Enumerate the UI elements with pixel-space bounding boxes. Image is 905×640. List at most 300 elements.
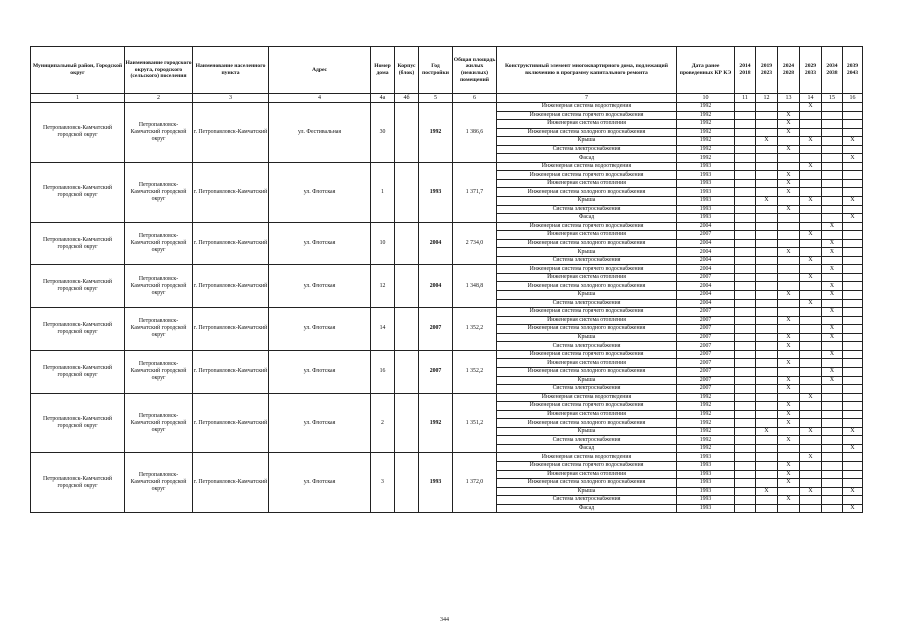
period-mark-cell [822,444,843,453]
period-mark-cell [756,128,778,137]
period-mark-cell [822,188,843,197]
period-mark-cell [756,239,778,248]
settlement-cell: Петропавловск-Камчатский городской округ [125,162,193,222]
column-header: Адрес [269,47,371,94]
element-name-cell: Фасад [497,444,677,453]
period-mark-cell [756,333,778,342]
element-name-cell: Крыша [497,137,677,146]
page-number: 344 [440,617,449,623]
period-mark-cell [822,179,843,188]
previous-repair-date-cell: 1993 [677,179,735,188]
element-name-cell: Инженерная система холодного водоснабжения [497,479,677,488]
column-number: 4а [371,94,395,103]
block-cell [395,308,419,351]
period-mark-cell [735,145,756,154]
previous-repair-date-cell: 2004 [677,299,735,308]
element-name-cell: Система электроснабжения [497,145,677,154]
period-mark-cell [756,162,778,171]
period-mark-cell [822,273,843,282]
previous-repair-date-cell: 1992 [677,103,735,112]
period-mark-cell: X [843,504,863,513]
period-mark-cell [800,222,822,231]
period-mark-cell [822,154,843,163]
element-name-cell: Инженерная система отопления [497,410,677,419]
area-cell: 1 386,6 [453,103,497,163]
period-mark-cell: X [822,265,843,274]
period-mark-cell: X [843,427,863,436]
previous-repair-date-cell: 1992 [677,393,735,402]
period-mark-cell [735,273,756,282]
period-mark-cell [778,273,800,282]
period-mark-cell [822,461,843,470]
period-mark-cell [800,205,822,214]
previous-repair-date-cell: 2007 [677,350,735,359]
period-mark-cell [735,444,756,453]
previous-repair-date-cell: 2004 [677,239,735,248]
period-mark-cell [800,171,822,180]
period-mark-cell [756,470,778,479]
period-mark-cell: X [800,453,822,462]
element-name-cell: Фасад [497,504,677,513]
period-mark-cell [822,256,843,265]
period-mark-cell [822,402,843,411]
period-mark-cell: X [822,325,843,334]
column-number: 16 [843,94,863,103]
previous-repair-date-cell: 1992 [677,436,735,445]
previous-repair-date-cell: 1992 [677,128,735,137]
period-mark-cell [756,248,778,257]
period-mark-cell [735,188,756,197]
column-number: 2 [125,94,193,103]
period-mark-cell [735,239,756,248]
period-mark-cell [800,111,822,120]
period-mark-cell [822,128,843,137]
previous-repair-date-cell: 2004 [677,248,735,257]
settlement-cell: Петропавловск-Камчатский городской округ [125,453,193,513]
period-mark-cell [843,479,863,488]
element-name-cell: Инженерная система горячего водоснабжения [497,308,677,317]
period-mark-cell [843,436,863,445]
settlement-cell: Петропавловск-Камчатский городской округ [125,393,193,453]
period-mark-cell [843,359,863,368]
period-mark-cell [735,470,756,479]
period-mark-cell [735,282,756,291]
period-mark-cell [800,333,822,342]
table-row [31,308,863,317]
previous-repair-date-cell: 1993 [677,461,735,470]
element-name-cell: Крыша [497,291,677,300]
period-mark-cell [843,231,863,240]
column-header: 2019 2023 [756,47,778,94]
period-mark-cell [735,111,756,120]
period-mark-cell [735,291,756,300]
period-mark-cell [822,470,843,479]
previous-repair-date-cell: 2007 [677,308,735,317]
period-mark-cell [822,487,843,496]
period-mark-cell [735,496,756,505]
period-mark-cell [800,145,822,154]
previous-repair-date-cell: 2007 [677,359,735,368]
period-mark-cell [735,154,756,163]
locality-cell: г. Петропавловск-Камчатский [193,308,269,351]
period-mark-cell [735,359,756,368]
element-name-cell: Система электроснабжения [497,436,677,445]
table-row [31,162,863,171]
period-mark-cell [800,265,822,274]
period-mark-cell [843,453,863,462]
period-mark-cell [778,453,800,462]
period-mark-cell [778,308,800,317]
period-mark-cell [756,308,778,317]
previous-repair-date-cell: 1993 [677,470,735,479]
build-year-cell: 2007 [419,350,453,393]
period-mark-cell [822,120,843,129]
period-mark-cell [756,479,778,488]
area-cell: 2 734,0 [453,222,497,265]
settlement-cell: Петропавловск-Камчатский городской округ [125,308,193,351]
previous-repair-date-cell: 1992 [677,154,735,163]
period-mark-cell [843,291,863,300]
period-mark-cell [735,222,756,231]
column-header: Общая площадь жилых (нежилых) помещений [453,47,497,94]
period-mark-cell [756,222,778,231]
element-name-cell: Инженерная система горячего водоснабжения [497,111,677,120]
period-mark-cell [756,410,778,419]
area-cell: 1 348,8 [453,265,497,308]
period-mark-cell [822,299,843,308]
period-mark-cell [800,282,822,291]
period-mark-cell: X [800,393,822,402]
period-mark-cell [735,487,756,496]
previous-repair-date-cell: 1993 [677,214,735,223]
period-mark-cell [735,197,756,206]
period-mark-cell [843,470,863,479]
period-mark-cell [800,410,822,419]
period-mark-cell: X [778,342,800,351]
period-mark-cell [800,359,822,368]
period-mark-cell [843,120,863,129]
column-header: 2034 2038 [822,47,843,94]
period-mark-cell: X [800,103,822,112]
element-name-cell: Инженерная система отопления [497,359,677,368]
period-mark-cell [735,333,756,342]
period-mark-cell [800,239,822,248]
column-numbers-row [31,94,863,103]
build-year-cell: 1992 [419,393,453,453]
period-mark-cell [735,137,756,146]
period-mark-cell [822,427,843,436]
period-mark-cell [756,496,778,505]
house-number-cell: 1 [371,162,395,222]
element-name-cell: Система электроснабжения [497,342,677,351]
previous-repair-date-cell: 1992 [677,137,735,146]
period-mark-cell: X [778,111,800,120]
period-mark-cell [822,479,843,488]
column-header: Дата ранее проведенных КР КЭ [677,47,735,94]
previous-repair-date-cell: 2004 [677,291,735,300]
column-header: Муниципальный район, Городской округ [31,47,125,94]
period-mark-cell [756,154,778,163]
column-number: 15 [822,94,843,103]
street-cell: ул. Флотская [269,453,371,513]
street-cell: ул. Флотская [269,308,371,351]
locality-cell: г. Петропавловск-Камчатский [193,103,269,163]
period-mark-cell: X [800,256,822,265]
period-mark-cell [778,393,800,402]
period-mark-cell: X [843,197,863,206]
period-mark-cell [735,393,756,402]
block-cell [395,265,419,308]
table-row [31,350,863,359]
element-name-cell: Крыша [497,197,677,206]
element-name-cell: Инженерная система отопления [497,470,677,479]
period-mark-cell [800,248,822,257]
locality-cell: г. Петропавловск-Камчатский [193,453,269,513]
period-mark-cell [843,282,863,291]
period-mark-cell [735,427,756,436]
previous-repair-date-cell: 1993 [677,496,735,505]
previous-repair-date-cell: 1993 [677,479,735,488]
period-mark-cell: X [843,154,863,163]
period-mark-cell [778,231,800,240]
period-mark-cell [735,162,756,171]
period-mark-cell [822,205,843,214]
period-mark-cell [843,350,863,359]
period-mark-cell [756,350,778,359]
period-mark-cell [800,504,822,513]
district-cell: Петропавловск-Камчатский городской округ [31,308,125,351]
previous-repair-date-cell: 2004 [677,256,735,265]
period-mark-cell [800,419,822,428]
period-mark-cell [756,120,778,129]
period-mark-cell [800,470,822,479]
period-mark-cell [756,325,778,334]
capital-repair-table [30,46,863,513]
previous-repair-date-cell: 2007 [677,376,735,385]
period-mark-cell [756,504,778,513]
previous-repair-date-cell: 2007 [677,385,735,394]
element-name-cell: Инженерная система горячего водоснабжения [497,171,677,180]
period-mark-cell: X [843,214,863,223]
period-mark-cell [843,248,863,257]
period-mark-cell [822,496,843,505]
period-mark-cell [778,256,800,265]
previous-repair-date-cell: 2007 [677,273,735,282]
period-mark-cell [778,162,800,171]
period-mark-cell [756,188,778,197]
period-mark-cell [843,145,863,154]
period-mark-cell: X [800,162,822,171]
period-mark-cell [843,265,863,274]
period-mark-cell [778,299,800,308]
period-mark-cell [800,385,822,394]
period-mark-cell [778,137,800,146]
settlement-cell: Петропавловск-Камчатский городской округ [125,103,193,163]
element-name-cell: Инженерная система отопления [497,273,677,282]
period-mark-cell [822,342,843,351]
column-number: 5 [419,94,453,103]
period-mark-cell: X [822,222,843,231]
period-mark-cell [756,273,778,282]
period-mark-cell [735,308,756,317]
period-mark-cell [822,197,843,206]
period-mark-cell [735,479,756,488]
element-name-cell: Инженерная система отопления [497,316,677,325]
period-mark-cell [756,359,778,368]
previous-repair-date-cell: 2007 [677,333,735,342]
period-mark-cell [735,410,756,419]
period-mark-cell: X [778,291,800,300]
period-mark-cell: X [778,128,800,137]
block-cell [395,162,419,222]
period-mark-cell [822,393,843,402]
element-name-cell: Система электроснабжения [497,385,677,394]
element-name-cell: Крыша [497,487,677,496]
period-mark-cell [735,453,756,462]
period-mark-cell: X [778,188,800,197]
element-name-cell: Инженерная система горячего водоснабжения [497,222,677,231]
period-mark-cell [843,256,863,265]
table-row [31,103,863,112]
column-number: 14 [800,94,822,103]
element-name-cell: Инженерная система холодного водоснабжения [497,128,677,137]
build-year-cell: 1993 [419,162,453,222]
previous-repair-date-cell: 1992 [677,419,735,428]
period-mark-cell: X [800,299,822,308]
period-mark-cell [822,103,843,112]
period-mark-cell [778,154,800,163]
element-name-cell: Инженерная система водоотведения [497,453,677,462]
period-mark-cell [800,376,822,385]
period-mark-cell [756,145,778,154]
column-number: 12 [756,94,778,103]
element-name-cell: Фасад [497,214,677,223]
street-cell: ул. Флотская [269,162,371,222]
house-number-cell: 2 [371,393,395,453]
period-mark-cell: X [778,402,800,411]
period-mark-cell: X [778,205,800,214]
block-cell [395,350,419,393]
element-name-cell: Фасад [497,154,677,163]
settlement-cell: Петропавловск-Камчатский городской округ [125,265,193,308]
period-mark-cell: X [800,487,822,496]
block-cell [395,222,419,265]
period-mark-cell [800,479,822,488]
period-mark-cell [800,367,822,376]
period-mark-cell [756,444,778,453]
previous-repair-date-cell: 2007 [677,316,735,325]
period-mark-cell [800,154,822,163]
district-cell: Петропавловск-Камчатский городской округ [31,393,125,453]
locality-cell: г. Петропавловск-Камчатский [193,350,269,393]
table-row [31,393,863,402]
previous-repair-date-cell: 1993 [677,188,735,197]
area-cell: 1 352,2 [453,308,497,351]
period-mark-cell: X [778,248,800,257]
locality-cell: г. Петропавловск-Камчатский [193,393,269,453]
period-mark-cell [735,128,756,137]
period-mark-cell [735,256,756,265]
period-mark-cell [735,419,756,428]
period-mark-cell [735,299,756,308]
district-cell: Петропавловск-Камчатский городской округ [31,222,125,265]
period-mark-cell [735,103,756,112]
period-mark-cell: X [800,231,822,240]
period-mark-cell: X [778,120,800,129]
previous-repair-date-cell: 2007 [677,231,735,240]
column-header: Наименование городского округа, городского (сельского) поселения [125,47,193,94]
element-name-cell: Крыша [497,376,677,385]
period-mark-cell [843,162,863,171]
element-name-cell: Инженерная система водоотведения [497,103,677,112]
period-mark-cell [822,145,843,154]
period-mark-cell [822,214,843,223]
previous-repair-date-cell: 1993 [677,205,735,214]
period-mark-cell [822,453,843,462]
period-mark-cell [778,197,800,206]
period-mark-cell [822,410,843,419]
period-mark-cell: X [778,470,800,479]
period-mark-cell: X [822,333,843,342]
table-body [31,103,863,513]
element-name-cell: Система электроснабжения [497,299,677,308]
district-cell: Петропавловск-Камчатский городской округ [31,350,125,393]
period-mark-cell: X [778,496,800,505]
district-cell: Петропавловск-Камчатский городской округ [31,103,125,163]
element-name-cell: Инженерная система горячего водоснабжения [497,461,677,470]
period-mark-cell [735,436,756,445]
house-number-cell: 14 [371,308,395,351]
area-cell: 1 352,2 [453,350,497,393]
period-mark-cell [778,282,800,291]
period-mark-cell [778,487,800,496]
column-number: 6 [453,94,497,103]
period-mark-cell: X [778,436,800,445]
build-year-cell: 2004 [419,265,453,308]
previous-repair-date-cell: 1993 [677,197,735,206]
period-mark-cell [735,316,756,325]
area-cell: 1 372,0 [453,453,497,513]
period-mark-cell: X [822,282,843,291]
period-mark-cell [756,111,778,120]
period-mark-cell: X [778,359,800,368]
previous-repair-date-cell: 1993 [677,487,735,496]
period-mark-cell: X [756,137,778,146]
previous-repair-date-cell: 1992 [677,427,735,436]
period-mark-cell [778,350,800,359]
period-mark-cell [843,393,863,402]
period-mark-cell [800,325,822,334]
street-cell: ул. Флотская [269,350,371,393]
previous-repair-date-cell: 2007 [677,325,735,334]
period-mark-cell [843,308,863,317]
street-cell: ул. Флотская [269,393,371,453]
period-mark-cell: X [778,461,800,470]
house-number-cell: 16 [371,350,395,393]
previous-repair-date-cell: 1993 [677,171,735,180]
column-number: 1 [31,94,125,103]
column-number: 4б [395,94,419,103]
previous-repair-date-cell: 1992 [677,111,735,120]
period-mark-cell [843,376,863,385]
house-number-cell: 30 [371,103,395,163]
previous-repair-date-cell: 1993 [677,504,735,513]
period-mark-cell [778,103,800,112]
element-name-cell: Инженерная система горячего водоснабжения [497,402,677,411]
period-mark-cell [822,504,843,513]
period-mark-cell [843,325,863,334]
period-mark-cell [800,444,822,453]
